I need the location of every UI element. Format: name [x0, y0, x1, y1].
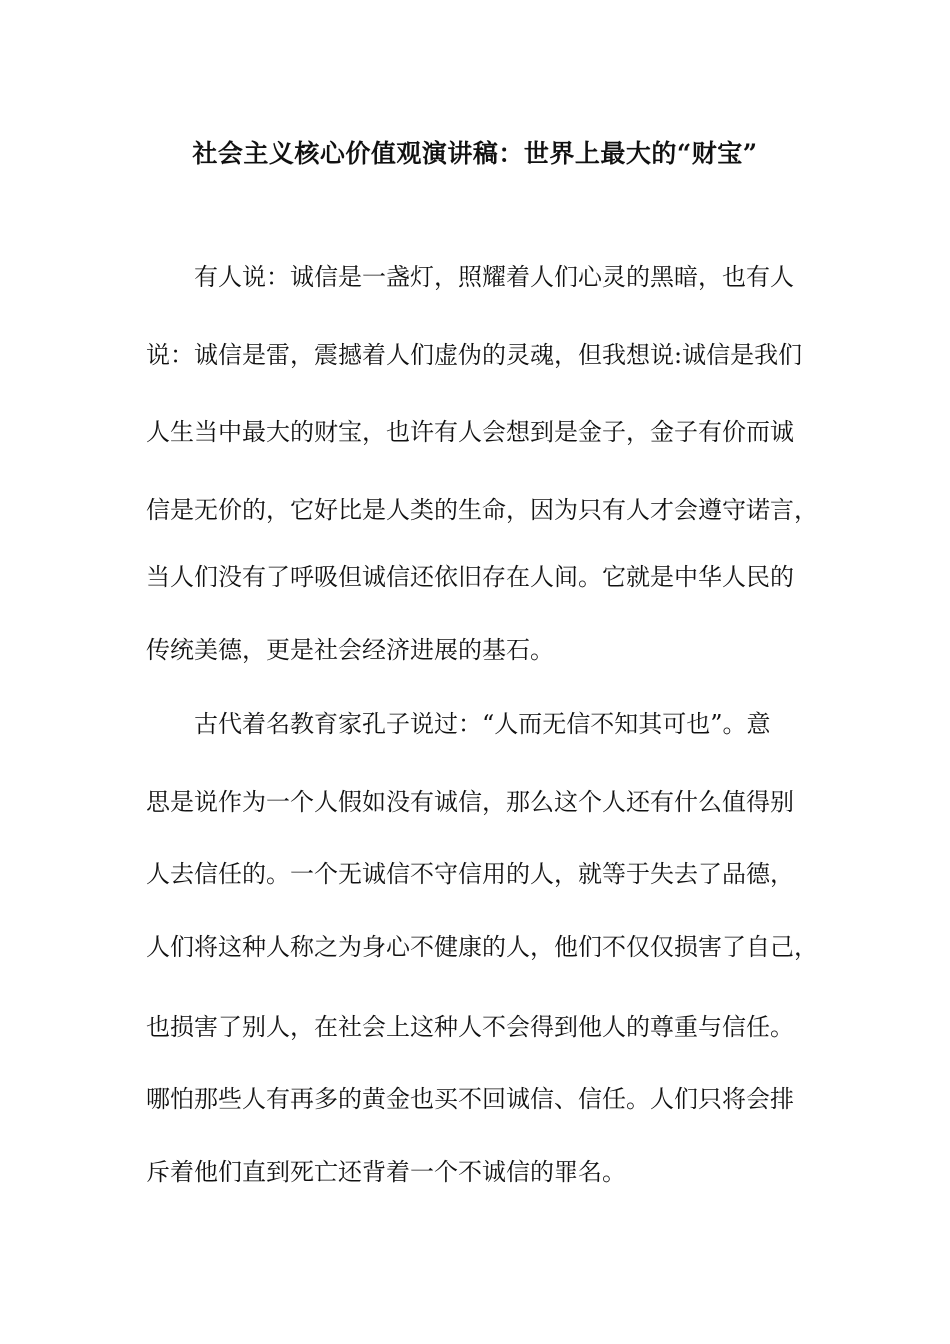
text-line: 斥着他们直到死亡还背着一个不诚信的罪名。	[146, 1158, 626, 1186]
text-line: 有人说：诚信是一盏灯，照耀着人们心灵的黑暗，也有人	[146, 263, 794, 291]
text-line: 人去信任的。一个无诚信不守信用的人，就等于失去了品德，	[146, 860, 794, 888]
text-line: 哪怕那些人有再多的黄金也买不回诚信、信任。人们只将会排	[146, 1085, 794, 1113]
text-line: 信是无价的，它好比是人类的生命，因为只有人才会遵守诺言，	[146, 496, 818, 524]
text-line: 人生当中最大的财宝，也许有人会想到是金子，金子有价而诚	[146, 418, 794, 446]
text-line: 传统美德，更是社会经济进展的基石。	[146, 636, 554, 664]
text-line: 也损害了别人，在社会上这种人不会得到他人的尊重与信任。	[146, 1013, 794, 1041]
text-line: 人们将这种人称之为身心不健康的人，他们不仅仅损害了自己，	[146, 933, 818, 961]
text-line: 说：诚信是雷，震撼着人们虚伪的灵魂，但我想说:诚信是我们	[146, 341, 803, 369]
text-line: 古代着名教育家孔子说过：“人而无信不知其可也”。意	[146, 710, 771, 738]
text-line: 思是说作为一个人假如没有诚信，那么这个人还有什么值得别	[146, 788, 794, 816]
text-line: 当人们没有了呼吸但诚信还依旧存在人间。它就是中华人民的	[146, 563, 794, 591]
document-title: 社会主义核心价值观演讲稿：世界上最大的“财宝”	[192, 139, 758, 168]
